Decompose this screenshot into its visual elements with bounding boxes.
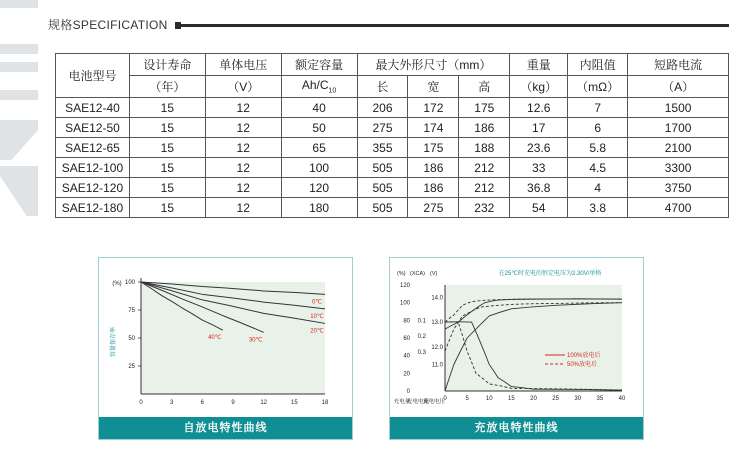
y-unit-label: (V) [430, 271, 438, 277]
y-tick-label: 60 [403, 336, 410, 342]
self-discharge-caption: 自放电特性曲线 [99, 417, 352, 439]
table-cell-h: 186 [459, 118, 510, 138]
table-cell-weight: 17 [510, 118, 568, 138]
section-title: 规格SPECIFICATION [48, 18, 168, 32]
table-cell-weight: 36.8 [510, 178, 568, 198]
table-cell-life: 15 [129, 198, 205, 218]
header-voltage: 单体电压 [205, 54, 281, 76]
unit-short-current: （A） [628, 76, 729, 98]
x-tick-label: 15 [290, 400, 298, 406]
self-discharge-panel [98, 257, 353, 440]
table-cell-res: 4 [568, 178, 628, 198]
table-cell-w: 174 [408, 118, 459, 138]
header-length: 长 [357, 76, 408, 98]
table-cell-capacity: 40 [281, 98, 357, 118]
table-cell-l: 505 [357, 158, 408, 178]
y-tick-label: 40 [403, 353, 410, 360]
charge-panel [389, 257, 644, 440]
spec-table [55, 53, 729, 218]
table-cell-voltage: 12 [205, 158, 281, 178]
x-tick-label: 25 [552, 396, 559, 402]
table-row [56, 198, 729, 218]
table-cell-short: 3750 [628, 178, 729, 198]
legend-label: 50%放电后 [567, 362, 598, 368]
unit-weight: （kg） [510, 76, 568, 98]
table-cell-model: SAE12-65 [56, 138, 130, 158]
axis-name: 充电量 [393, 399, 411, 405]
y-unit-label: (%) [112, 281, 122, 287]
y-unit-label: (XCA) [410, 271, 425, 277]
unit-life: （年） [129, 76, 205, 98]
axis-name: 充电电流 [406, 399, 430, 405]
table-cell-life: 15 [129, 158, 205, 178]
spec-table-body [56, 98, 729, 218]
table-cell-h: 212 [459, 158, 510, 178]
chart-title: 在25℃时充电的恒定电压为2.30V/单格 [498, 271, 602, 277]
table-row [56, 118, 729, 138]
self-discharge-chart [99, 258, 352, 417]
table-cell-h: 175 [459, 98, 510, 118]
y-tick-label: 0 [406, 389, 410, 395]
table-cell-weight: 54 [510, 198, 568, 218]
table-row [56, 158, 729, 178]
x-tick-label: 0 [443, 396, 447, 402]
table-cell-model: SAE12-100 [56, 158, 130, 178]
table-cell-model: SAE12-40 [56, 98, 130, 118]
charge-caption: 充放电特性曲线 [390, 417, 643, 439]
table-cell-res: 3.8 [568, 198, 628, 218]
y-tick-label: 25 [128, 364, 135, 370]
x-tick-label: 0 [139, 400, 143, 406]
x-tick-label: 20 [530, 396, 537, 402]
table-cell-voltage: 12 [205, 178, 281, 198]
section-divider [175, 24, 729, 27]
series-label: 30℃ [248, 337, 263, 344]
table-cell-h: 232 [459, 198, 510, 218]
table-cell-w: 186 [408, 158, 459, 178]
y-axis-label: 容量保存率 [111, 326, 117, 358]
table-cell-capacity: 120 [281, 178, 357, 198]
table-cell-short: 4700 [628, 198, 729, 218]
unit-voltage: （V） [205, 76, 281, 98]
table-cell-life: 15 [129, 98, 205, 118]
table-cell-l: 505 [357, 198, 408, 218]
y-tick-label: 100 [399, 300, 410, 307]
x-tick-label: 5 [465, 396, 469, 402]
header-short-current: 短路电流 [628, 54, 729, 76]
table-cell-w: 275 [408, 198, 459, 218]
table-unit-row [56, 76, 729, 98]
header-model: 电池型号 [56, 54, 130, 98]
table-cell-capacity: 65 [281, 138, 357, 158]
table-cell-capacity: 180 [281, 198, 357, 218]
series-label: 0℃ [311, 299, 323, 306]
table-cell-w: 172 [408, 98, 459, 118]
table-cell-res: 4.5 [568, 158, 628, 178]
unit-capacity-main: Ah/C [301, 78, 329, 93]
unit-capacity-sub: 10 [328, 87, 337, 95]
header-weight: 重量 [510, 54, 568, 76]
x-tick-label: 10 [485, 396, 493, 402]
y-tick-label: 20 [403, 371, 410, 378]
table-cell-weight: 12.6 [510, 98, 568, 118]
header-height: 高 [459, 76, 510, 98]
table-cell-l: 206 [357, 98, 408, 118]
ca-tick-label: 0.2 [417, 334, 426, 341]
series-label: 40℃ [208, 335, 222, 342]
table-cell-short: 1500 [628, 98, 729, 118]
y-tick-label: 80 [403, 318, 410, 325]
table-cell-short: 2100 [628, 138, 729, 158]
table-cell-voltage: 12 [205, 198, 281, 218]
table-cell-w: 175 [408, 138, 459, 158]
x-tick-label: 40 [618, 396, 626, 402]
charge-chart [390, 258, 643, 417]
table-cell-short: 3300 [628, 158, 729, 178]
plot-area [445, 285, 622, 391]
table-header-row [56, 54, 729, 76]
table-row [56, 138, 729, 158]
v-tick-label: 12.0 [431, 344, 443, 351]
table-cell-l: 275 [357, 118, 408, 138]
series-label: 20℃ [310, 328, 324, 335]
table-cell-model: SAE12-120 [56, 178, 130, 198]
y-unit-label: (%) [397, 271, 406, 277]
x-tick-label: 3 [169, 400, 174, 406]
table-cell-w: 186 [408, 178, 459, 198]
table-cell-res: 7 [568, 98, 628, 118]
header-life: 设计寿命 [129, 54, 205, 76]
table-cell-res: 5.8 [568, 138, 628, 158]
header-width: 宽 [408, 76, 459, 98]
table-cell-h: 188 [459, 138, 510, 158]
decorative-letters [0, 0, 48, 220]
table-cell-l: 355 [357, 138, 408, 158]
y-tick-label: 50 [128, 336, 135, 342]
table-cell-l: 505 [357, 178, 408, 198]
ca-tick-label: 0.3 [417, 350, 426, 357]
ca-tick-label: 0.1 [417, 318, 426, 325]
table-cell-voltage: 12 [205, 118, 281, 138]
table-cell-life: 15 [129, 118, 205, 138]
y-tick-label: 120 [399, 283, 410, 289]
table-cell-short: 1700 [628, 118, 729, 138]
y-tick-label: 75 [128, 308, 135, 314]
table-cell-res: 6 [568, 118, 628, 138]
v-tick-label: 11.0 [431, 362, 443, 369]
header-capacity: 额定容量 [281, 54, 357, 76]
series-label: 10℃ [310, 313, 324, 320]
table-row [56, 178, 729, 198]
x-tick-label: 9 [231, 400, 235, 406]
table-row [56, 98, 729, 118]
x-tick-label: 35 [596, 396, 604, 402]
table-cell-voltage: 12 [205, 98, 281, 118]
table-cell-h: 212 [459, 178, 510, 198]
table-cell-weight: 33 [510, 158, 568, 178]
x-tick-label: 12 [260, 400, 268, 406]
x-tick-label: 6 [200, 400, 205, 406]
table-cell-life: 15 [129, 178, 205, 198]
table-cell-capacity: 100 [281, 158, 357, 178]
x-tick-label: 15 [508, 396, 515, 402]
table-cell-model: SAE12-180 [56, 198, 130, 218]
legend-label: 100%放电后 [567, 353, 601, 359]
table-cell-model: SAE12-50 [56, 118, 130, 138]
v-tick-label: 13.0 [431, 320, 443, 327]
table-cell-life: 15 [129, 138, 205, 158]
x-tick-label: 30 [574, 396, 582, 402]
table-cell-weight: 23.6 [510, 138, 568, 158]
unit-capacity [281, 76, 357, 98]
x-tick-label: 18 [321, 400, 329, 406]
unit-resistance: （mΩ） [568, 76, 628, 98]
axis-name: 充电电压 [422, 399, 446, 405]
table-cell-voltage: 12 [205, 138, 281, 158]
y-tick-label: 100 [124, 280, 135, 286]
plot-area [141, 282, 325, 394]
header-resistance: 内阻值 [568, 54, 628, 76]
header-dimensions: 最大外形尺寸（mm） [357, 54, 510, 76]
v-tick-label: 14.0 [431, 295, 443, 302]
table-cell-capacity: 50 [281, 118, 357, 138]
